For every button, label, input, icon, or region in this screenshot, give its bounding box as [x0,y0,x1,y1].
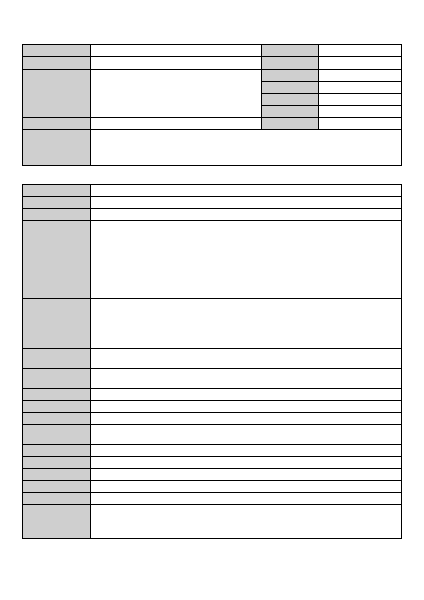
qualifications-value [91,299,402,349]
recruiter-value [318,118,401,130]
application-documents-value [91,469,402,481]
hours-label [23,349,91,369]
company-info-table [22,44,402,166]
sales-label [261,94,318,106]
business-value [91,130,402,166]
welfare-value [91,457,402,469]
insurance-value [91,389,402,401]
job-type-label [23,185,91,197]
allowances-label [23,425,91,445]
salary-value [91,401,402,413]
founded-value [318,70,401,82]
qualifications-label [23,299,91,349]
remarks-label [23,505,91,539]
company-section-header [22,34,402,43]
representative-value [318,57,401,70]
sales-value [318,94,401,106]
selection-method-value [91,493,402,505]
job-requirements-table [22,184,402,539]
raise-bonus-value [91,413,402,425]
founded-label [261,70,318,82]
remarks-value [91,505,402,539]
branch-label [23,118,91,130]
capital-value [318,82,401,94]
company-name-label [23,57,91,70]
rep-furigana-value [318,45,401,57]
duties-label [23,221,91,299]
duties-value [91,221,402,299]
capital-label [261,82,318,94]
application-documents-label [23,469,91,481]
insurance-label [23,389,91,401]
business-label [23,130,91,166]
salary-label [23,401,91,413]
payday-label [23,445,91,457]
reception-period-label [23,481,91,493]
holidays-label [23,369,91,389]
headcount-label [23,209,91,221]
address-value [91,70,262,118]
employees-value [318,106,401,118]
holidays-value [91,369,402,389]
welfare-label [23,457,91,469]
address-label [23,70,91,118]
payday-value [91,445,402,457]
reception-period-value [91,481,402,493]
representative-label [261,57,318,70]
company-name-value [91,57,262,70]
headcount-value [91,209,402,221]
hours-value [91,349,402,369]
recruiter-label [261,118,318,130]
furigana-label [23,45,91,57]
branch-value [91,118,262,130]
selection-method-label [23,493,91,505]
rep-furigana-label [261,45,318,57]
job-type-value [91,185,402,197]
furigana-value [91,45,262,57]
location-value [91,197,402,209]
job-section-header [22,174,402,183]
location-label [23,197,91,209]
employees-label [261,106,318,118]
allowances-value [91,425,402,445]
document-title [22,10,402,26]
raise-bonus-label [23,413,91,425]
